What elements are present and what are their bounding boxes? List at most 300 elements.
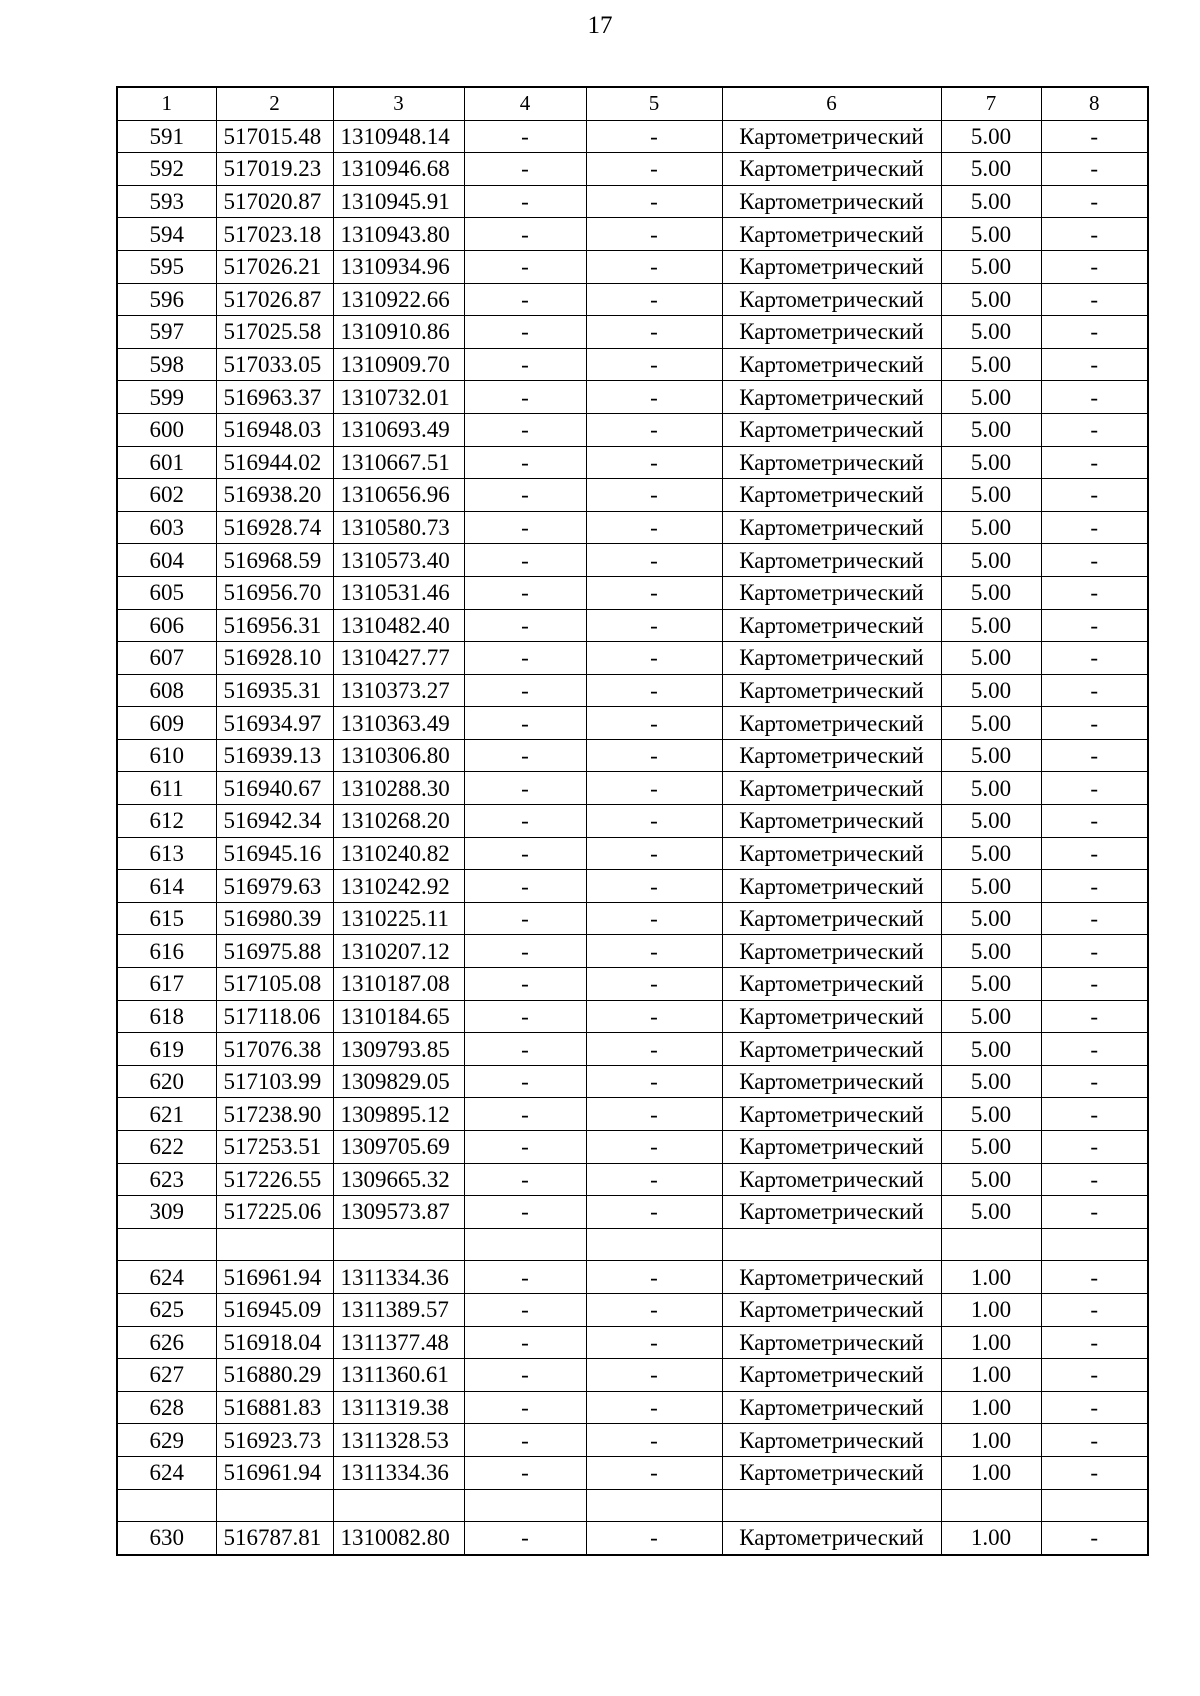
cell-method: Картометрический xyxy=(722,1424,941,1457)
table-row xyxy=(117,1131,1148,1164)
cell-col-8: - xyxy=(1041,1000,1148,1033)
cell-col-4: - xyxy=(464,446,586,479)
table-row xyxy=(117,968,1148,1001)
table-row xyxy=(117,772,1148,805)
column-header: 8 xyxy=(1041,87,1148,120)
cell-x-coordinate: 517076.38 xyxy=(216,1033,333,1066)
cell-point-number: 612 xyxy=(117,805,216,838)
table-row xyxy=(117,805,1148,838)
table-row xyxy=(117,1163,1148,1196)
cell-point-number: 594 xyxy=(117,218,216,251)
cell-accuracy xyxy=(941,1228,1041,1261)
cell-accuracy: 5.00 xyxy=(941,772,1041,805)
cell-point-number: 592 xyxy=(117,153,216,186)
cell-col-8: - xyxy=(1041,446,1148,479)
cell-accuracy: 1.00 xyxy=(941,1424,1041,1457)
cell-point-number: 616 xyxy=(117,935,216,968)
cell-accuracy: 5.00 xyxy=(941,1098,1041,1131)
cell-col-5: - xyxy=(586,1033,722,1066)
cell-accuracy: 5.00 xyxy=(941,250,1041,283)
cell-col-4: - xyxy=(464,1456,586,1489)
cell-method: Картометрический xyxy=(722,446,941,479)
cell-method: Картометрический xyxy=(722,642,941,675)
table-row xyxy=(117,1489,1148,1522)
cell-col-5: - xyxy=(586,544,722,577)
cell-x-coordinate: 516928.10 xyxy=(216,642,333,675)
table-row xyxy=(117,316,1148,349)
cell-col-5: - xyxy=(586,185,722,218)
cell-col-5: - xyxy=(586,902,722,935)
cell-x-coordinate: 516956.70 xyxy=(216,576,333,609)
cell-y-coordinate: 1310207.12 xyxy=(333,935,464,968)
cell-col-4: - xyxy=(464,772,586,805)
cell-col-5: - xyxy=(586,1131,722,1164)
cell-col-8: - xyxy=(1041,935,1148,968)
cell-accuracy: 5.00 xyxy=(941,316,1041,349)
cell-col-8: - xyxy=(1041,1522,1148,1555)
cell-point-number: 622 xyxy=(117,1131,216,1164)
cell-x-coordinate: 517033.05 xyxy=(216,348,333,381)
cell-x-coordinate: 517103.99 xyxy=(216,1065,333,1098)
cell-method: Картометрический xyxy=(722,1293,941,1326)
cell-accuracy: 5.00 xyxy=(941,1065,1041,1098)
cell-col-4: - xyxy=(464,935,586,968)
cell-point-number: 629 xyxy=(117,1424,216,1457)
cell-y-coordinate: 1310242.92 xyxy=(333,870,464,903)
cell-point-number: 607 xyxy=(117,642,216,675)
cell-accuracy xyxy=(941,1489,1041,1522)
cell-method: Картометрический xyxy=(722,1065,941,1098)
cell-col-4: - xyxy=(464,1163,586,1196)
cell-col-8: - xyxy=(1041,674,1148,707)
cell-col-8: - xyxy=(1041,1359,1148,1392)
cell-point-number: 606 xyxy=(117,609,216,642)
cell-accuracy: 5.00 xyxy=(941,120,1041,153)
cell-col-5: - xyxy=(586,1293,722,1326)
cell-col-5: - xyxy=(586,1098,722,1131)
cell-x-coordinate: 516881.83 xyxy=(216,1391,333,1424)
table-row xyxy=(117,1196,1148,1229)
cell-col-5: - xyxy=(586,1000,722,1033)
cell-col-4: - xyxy=(464,609,586,642)
cell-col-8: - xyxy=(1041,805,1148,838)
cell-point-number: 601 xyxy=(117,446,216,479)
cell-col-5: - xyxy=(586,772,722,805)
cell-col-4: - xyxy=(464,1359,586,1392)
cell-y-coordinate: 1310948.14 xyxy=(333,120,464,153)
cell-x-coordinate: 516945.16 xyxy=(216,837,333,870)
cell-accuracy: 5.00 xyxy=(941,642,1041,675)
cell-y-coordinate: 1309573.87 xyxy=(333,1196,464,1229)
cell-method: Картометрический xyxy=(722,250,941,283)
cell-accuracy: 5.00 xyxy=(941,870,1041,903)
column-header: 1 xyxy=(117,87,216,120)
cell-col-8: - xyxy=(1041,968,1148,1001)
cell-x-coordinate: 516940.67 xyxy=(216,772,333,805)
cell-x-coordinate: 516975.88 xyxy=(216,935,333,968)
cell-y-coordinate: 1310306.80 xyxy=(333,739,464,772)
cell-method: Картометрический xyxy=(722,1033,941,1066)
cell-method: Картометрический xyxy=(722,1098,941,1131)
cell-col-4: - xyxy=(464,1424,586,1457)
cell-x-coordinate: 517253.51 xyxy=(216,1131,333,1164)
cell-col-8: - xyxy=(1041,185,1148,218)
cell-x-coordinate: 517026.21 xyxy=(216,250,333,283)
cell-col-5: - xyxy=(586,120,722,153)
cell-x-coordinate: 516939.13 xyxy=(216,739,333,772)
cell-accuracy: 5.00 xyxy=(941,968,1041,1001)
cell-col-4: - xyxy=(464,1293,586,1326)
cell-method: Картометрический xyxy=(722,1326,941,1359)
cell-col-4 xyxy=(464,1228,586,1261)
cell-y-coordinate: 1311328.53 xyxy=(333,1424,464,1457)
cell-x-coordinate: 517023.18 xyxy=(216,218,333,251)
cell-point-number: 608 xyxy=(117,674,216,707)
cell-x-coordinate: 517026.87 xyxy=(216,283,333,316)
cell-method: Картометрический xyxy=(722,1456,941,1489)
cell-y-coordinate xyxy=(333,1228,464,1261)
cell-method: Картометрический xyxy=(722,1359,941,1392)
table-row xyxy=(117,1391,1148,1424)
cell-col-4: - xyxy=(464,805,586,838)
cell-col-4: - xyxy=(464,283,586,316)
cell-method: Картометрический xyxy=(722,316,941,349)
cell-accuracy: 1.00 xyxy=(941,1261,1041,1294)
cell-method: Картометрический xyxy=(722,707,941,740)
cell-col-5: - xyxy=(586,153,722,186)
cell-point-number: 593 xyxy=(117,185,216,218)
cell-point-number: 599 xyxy=(117,381,216,414)
cell-y-coordinate: 1310225.11 xyxy=(333,902,464,935)
cell-y-coordinate: 1311334.36 xyxy=(333,1456,464,1489)
cell-accuracy: 5.00 xyxy=(941,185,1041,218)
cell-x-coordinate: 517025.58 xyxy=(216,316,333,349)
cell-col-4: - xyxy=(464,674,586,707)
coordinates-table xyxy=(116,86,1149,1556)
cell-y-coordinate: 1311334.36 xyxy=(333,1261,464,1294)
cell-y-coordinate: 1310667.51 xyxy=(333,446,464,479)
cell-x-coordinate: 516944.02 xyxy=(216,446,333,479)
cell-col-4: - xyxy=(464,153,586,186)
table-row xyxy=(117,381,1148,414)
cell-x-coordinate: 517238.90 xyxy=(216,1098,333,1131)
cell-col-8: - xyxy=(1041,1065,1148,1098)
cell-col-4: - xyxy=(464,120,586,153)
table-body xyxy=(117,87,1148,1555)
cell-col-5: - xyxy=(586,674,722,707)
table-row xyxy=(117,870,1148,903)
cell-col-4: - xyxy=(464,1098,586,1131)
table-row xyxy=(117,1326,1148,1359)
cell-col-8: - xyxy=(1041,381,1148,414)
table-row xyxy=(117,1065,1148,1098)
cell-x-coordinate xyxy=(216,1489,333,1522)
column-header: 6 xyxy=(722,87,941,120)
cell-col-5: - xyxy=(586,348,722,381)
cell-accuracy: 5.00 xyxy=(941,544,1041,577)
cell-method: Картометрический xyxy=(722,544,941,577)
cell-x-coordinate: 516918.04 xyxy=(216,1326,333,1359)
cell-point-number: 610 xyxy=(117,739,216,772)
cell-y-coordinate: 1310240.82 xyxy=(333,837,464,870)
cell-method xyxy=(722,1489,941,1522)
cell-col-4: - xyxy=(464,1391,586,1424)
table-row xyxy=(117,1359,1148,1392)
cell-col-5: - xyxy=(586,968,722,1001)
cell-col-4: - xyxy=(464,902,586,935)
cell-col-8: - xyxy=(1041,1326,1148,1359)
cell-y-coordinate: 1310268.20 xyxy=(333,805,464,838)
cell-col-5: - xyxy=(586,1326,722,1359)
cell-col-5: - xyxy=(586,707,722,740)
cell-y-coordinate: 1310288.30 xyxy=(333,772,464,805)
table-row xyxy=(117,1033,1148,1066)
cell-accuracy: 5.00 xyxy=(941,283,1041,316)
cell-y-coordinate: 1310373.27 xyxy=(333,674,464,707)
cell-accuracy: 5.00 xyxy=(941,1163,1041,1196)
cell-point-number: 620 xyxy=(117,1065,216,1098)
cell-col-4: - xyxy=(464,837,586,870)
cell-col-4: - xyxy=(464,1033,586,1066)
cell-x-coordinate: 516961.94 xyxy=(216,1456,333,1489)
cell-y-coordinate: 1310573.40 xyxy=(333,544,464,577)
cell-method: Картометрический xyxy=(722,120,941,153)
cell-col-5: - xyxy=(586,511,722,544)
cell-col-4: - xyxy=(464,576,586,609)
column-header: 4 xyxy=(464,87,586,120)
cell-accuracy: 5.00 xyxy=(941,576,1041,609)
table-row xyxy=(117,1000,1148,1033)
table-row xyxy=(117,218,1148,251)
cell-col-8: - xyxy=(1041,1196,1148,1229)
cell-y-coordinate: 1309895.12 xyxy=(333,1098,464,1131)
column-header: 3 xyxy=(333,87,464,120)
cell-method xyxy=(722,1228,941,1261)
cell-col-8: - xyxy=(1041,837,1148,870)
cell-point-number: 614 xyxy=(117,870,216,903)
cell-col-4: - xyxy=(464,1196,586,1229)
cell-col-5: - xyxy=(586,1424,722,1457)
cell-method: Картометрический xyxy=(722,674,941,707)
table-row xyxy=(117,413,1148,446)
table-row xyxy=(117,1261,1148,1294)
cell-x-coordinate: 516979.63 xyxy=(216,870,333,903)
cell-accuracy: 5.00 xyxy=(941,218,1041,251)
cell-col-5: - xyxy=(586,1522,722,1555)
cell-y-coordinate: 1310693.49 xyxy=(333,413,464,446)
column-header: 5 xyxy=(586,87,722,120)
cell-method: Картометрический xyxy=(722,1131,941,1164)
cell-method: Картометрический xyxy=(722,739,941,772)
cell-accuracy: 5.00 xyxy=(941,153,1041,186)
cell-accuracy: 1.00 xyxy=(941,1326,1041,1359)
cell-col-8: - xyxy=(1041,316,1148,349)
table-row xyxy=(117,120,1148,153)
cell-col-5: - xyxy=(586,805,722,838)
cell-x-coordinate: 516956.31 xyxy=(216,609,333,642)
cell-col-5: - xyxy=(586,935,722,968)
cell-accuracy: 5.00 xyxy=(941,837,1041,870)
cell-col-4 xyxy=(464,1489,586,1522)
cell-x-coordinate: 516942.34 xyxy=(216,805,333,838)
cell-point-number: 596 xyxy=(117,283,216,316)
cell-accuracy: 5.00 xyxy=(941,413,1041,446)
table-row xyxy=(117,739,1148,772)
cell-col-4: - xyxy=(464,218,586,251)
cell-y-coordinate: 1310946.68 xyxy=(333,153,464,186)
cell-point-number: 623 xyxy=(117,1163,216,1196)
cell-x-coordinate: 516928.74 xyxy=(216,511,333,544)
table-row xyxy=(117,935,1148,968)
cell-col-4: - xyxy=(464,1261,586,1294)
table-row xyxy=(117,479,1148,512)
cell-col-4: - xyxy=(464,707,586,740)
cell-accuracy: 1.00 xyxy=(941,1359,1041,1392)
cell-col-4: - xyxy=(464,968,586,1001)
cell-col-8: - xyxy=(1041,870,1148,903)
cell-method: Картометрический xyxy=(722,1000,941,1033)
cell-point-number: 611 xyxy=(117,772,216,805)
cell-point-number: 602 xyxy=(117,479,216,512)
table-row xyxy=(117,707,1148,740)
cell-accuracy: 1.00 xyxy=(941,1391,1041,1424)
cell-col-8: - xyxy=(1041,1261,1148,1294)
cell-accuracy: 5.00 xyxy=(941,739,1041,772)
cell-method: Картометрический xyxy=(722,902,941,935)
cell-col-5: - xyxy=(586,1065,722,1098)
cell-col-8: - xyxy=(1041,707,1148,740)
cell-y-coordinate: 1310934.96 xyxy=(333,250,464,283)
cell-col-8: - xyxy=(1041,413,1148,446)
cell-col-4: - xyxy=(464,511,586,544)
cell-accuracy: 5.00 xyxy=(941,479,1041,512)
cell-col-4: - xyxy=(464,1000,586,1033)
cell-col-4: - xyxy=(464,316,586,349)
cell-col-8 xyxy=(1041,1228,1148,1261)
cell-x-coordinate: 516880.29 xyxy=(216,1359,333,1392)
table-row xyxy=(117,1228,1148,1261)
cell-point-number: 626 xyxy=(117,1326,216,1359)
cell-point-number: 625 xyxy=(117,1293,216,1326)
cell-col-8: - xyxy=(1041,642,1148,675)
cell-x-coordinate: 516787.81 xyxy=(216,1522,333,1555)
cell-point-number: 621 xyxy=(117,1098,216,1131)
table-row xyxy=(117,446,1148,479)
cell-col-5: - xyxy=(586,1196,722,1229)
cell-col-4: - xyxy=(464,1065,586,1098)
cell-col-5: - xyxy=(586,576,722,609)
cell-col-5: - xyxy=(586,479,722,512)
table-row xyxy=(117,609,1148,642)
cell-col-8 xyxy=(1041,1489,1148,1522)
cell-col-8: - xyxy=(1041,1456,1148,1489)
cell-col-8: - xyxy=(1041,1293,1148,1326)
cell-col-5: - xyxy=(586,642,722,675)
cell-col-8: - xyxy=(1041,902,1148,935)
cell-accuracy: 1.00 xyxy=(941,1293,1041,1326)
cell-method: Картометрический xyxy=(722,381,941,414)
cell-col-8: - xyxy=(1041,283,1148,316)
cell-col-5: - xyxy=(586,1456,722,1489)
cell-point-number: 618 xyxy=(117,1000,216,1033)
page-number: 17 xyxy=(587,12,613,39)
cell-x-coordinate: 516980.39 xyxy=(216,902,333,935)
cell-y-coordinate: 1310184.65 xyxy=(333,1000,464,1033)
cell-y-coordinate: 1310580.73 xyxy=(333,511,464,544)
cell-point-number: 617 xyxy=(117,968,216,1001)
cell-x-coordinate: 517118.06 xyxy=(216,1000,333,1033)
cell-accuracy: 5.00 xyxy=(941,707,1041,740)
cell-col-8: - xyxy=(1041,1163,1148,1196)
cell-y-coordinate: 1310909.70 xyxy=(333,348,464,381)
cell-col-8: - xyxy=(1041,739,1148,772)
cell-point-number: 619 xyxy=(117,1033,216,1066)
cell-accuracy: 5.00 xyxy=(941,1000,1041,1033)
cell-y-coordinate: 1311389.57 xyxy=(333,1293,464,1326)
column-header: 7 xyxy=(941,87,1041,120)
cell-point-number xyxy=(117,1228,216,1261)
cell-method: Картометрический xyxy=(722,218,941,251)
cell-col-8: - xyxy=(1041,218,1148,251)
cell-point-number: 605 xyxy=(117,576,216,609)
cell-col-8: - xyxy=(1041,1424,1148,1457)
cell-col-5: - xyxy=(586,1359,722,1392)
table-row xyxy=(117,837,1148,870)
cell-col-4: - xyxy=(464,250,586,283)
cell-col-5: - xyxy=(586,413,722,446)
cell-col-5 xyxy=(586,1228,722,1261)
cell-accuracy: 5.00 xyxy=(941,1033,1041,1066)
cell-accuracy: 5.00 xyxy=(941,381,1041,414)
cell-col-5: - xyxy=(586,283,722,316)
cell-col-4: - xyxy=(464,413,586,446)
cell-x-coordinate: 517019.23 xyxy=(216,153,333,186)
cell-point-number: 630 xyxy=(117,1522,216,1555)
cell-point-number: 627 xyxy=(117,1359,216,1392)
cell-x-coordinate: 517226.55 xyxy=(216,1163,333,1196)
cell-x-coordinate: 516968.59 xyxy=(216,544,333,577)
cell-col-8: - xyxy=(1041,348,1148,381)
cell-point-number: 309 xyxy=(117,1196,216,1229)
cell-y-coordinate: 1310363.49 xyxy=(333,707,464,740)
table-row xyxy=(117,544,1148,577)
cell-method: Картометрический xyxy=(722,511,941,544)
cell-method: Картометрический xyxy=(722,185,941,218)
cell-x-coordinate: 516938.20 xyxy=(216,479,333,512)
cell-y-coordinate: 1311319.38 xyxy=(333,1391,464,1424)
cell-x-coordinate: 516923.73 xyxy=(216,1424,333,1457)
cell-col-4: - xyxy=(464,1326,586,1359)
cell-accuracy: 1.00 xyxy=(941,1456,1041,1489)
cell-point-number: 603 xyxy=(117,511,216,544)
cell-method: Картометрический xyxy=(722,837,941,870)
table-row xyxy=(117,1424,1148,1457)
cell-point-number: 624 xyxy=(117,1456,216,1489)
cell-x-coordinate xyxy=(216,1228,333,1261)
table-row xyxy=(117,902,1148,935)
cell-col-4: - xyxy=(464,544,586,577)
table-header-row xyxy=(117,87,1148,120)
cell-point-number: 609 xyxy=(117,707,216,740)
cell-method: Картометрический xyxy=(722,870,941,903)
cell-accuracy: 5.00 xyxy=(941,1196,1041,1229)
cell-method: Картометрический xyxy=(722,772,941,805)
cell-method: Картометрический xyxy=(722,153,941,186)
cell-accuracy: 1.00 xyxy=(941,1522,1041,1555)
cell-method: Картометрический xyxy=(722,968,941,1001)
cell-col-8: - xyxy=(1041,250,1148,283)
cell-y-coordinate: 1310482.40 xyxy=(333,609,464,642)
